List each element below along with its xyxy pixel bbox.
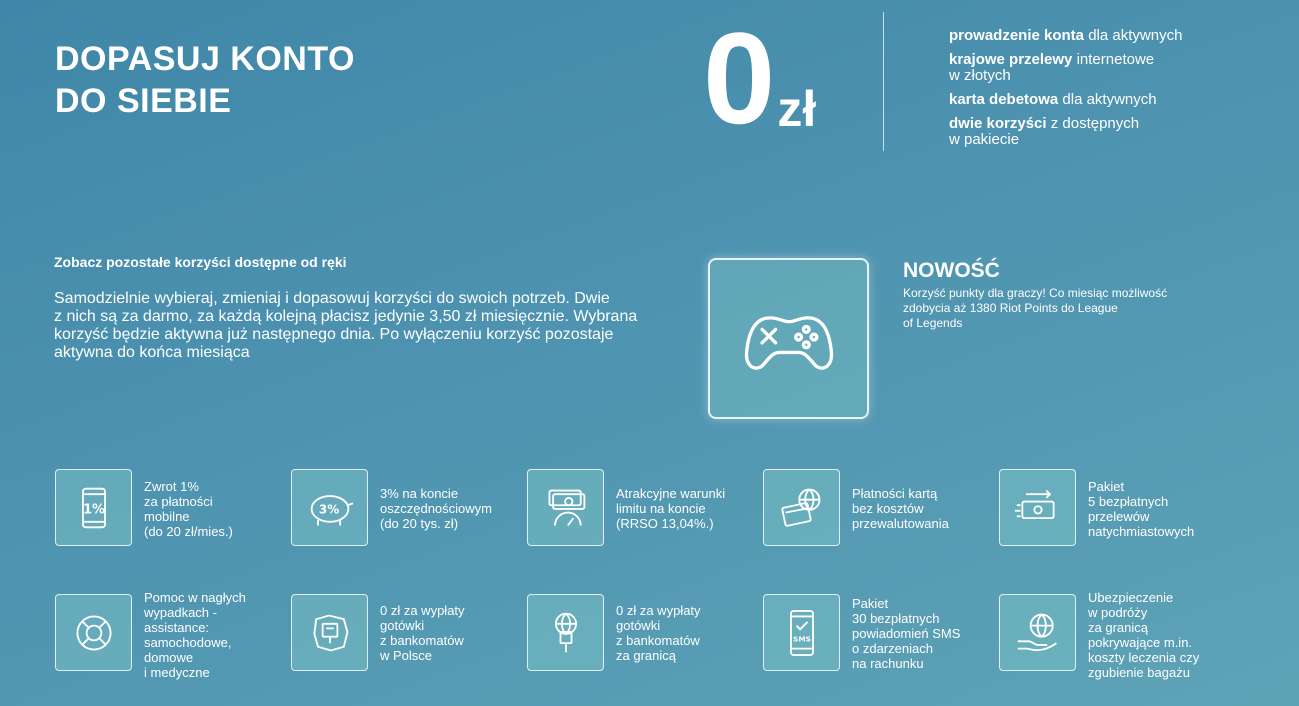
new-badge-title: NOWOŚĆ — [903, 259, 1000, 282]
svg-text:3%: 3% — [318, 502, 339, 517]
title-line-1: DOPASUJ KONTO — [55, 40, 355, 78]
benefit-line: Atrakcyjne warunki — [616, 486, 726, 501]
feature-rest: z dostępnych — [1050, 115, 1140, 132]
benefit-line: w podróży — [1088, 605, 1148, 620]
card-globe-icon — [778, 485, 826, 531]
benefit-line: (RRSO 13,04%.) — [616, 516, 714, 531]
benefit-line: 3% na koncie — [380, 486, 459, 501]
benefit-line: wypadkach - — [144, 605, 217, 620]
benefit-assistance[interactable] — [55, 590, 295, 680]
benefit-icon-box — [55, 594, 132, 671]
benefit-icon-box — [291, 594, 368, 671]
gamepad-icon — [741, 291, 837, 387]
benefit-sms-notifications[interactable] — [763, 594, 1003, 674]
benefit-text — [380, 486, 492, 531]
piggy-bank-icon — [305, 485, 355, 531]
benefit-line: gotówki — [380, 618, 425, 633]
intro-line: korzyść będzie aktywna już następnego dnia. Po wyłączeniu korzyść pozostaje — [54, 326, 614, 343]
benefit-line: Ubezpieczenie — [1088, 590, 1174, 605]
benefit-line: na rachunku — [852, 656, 924, 671]
new-feature-line: zdobycia aż 1380 Riot Points do League — [903, 301, 1118, 315]
atm-poland-icon — [307, 610, 353, 656]
benefit-line: 5 bezpłatnych — [1088, 494, 1169, 509]
feature-item — [949, 28, 1182, 44]
feature-item — [949, 116, 1182, 148]
benefit-instant-transfers[interactable] — [999, 469, 1239, 549]
new-feature-text — [903, 286, 1203, 331]
title-line-2: DO SIEBIE — [55, 82, 232, 120]
benefit-line: koszty leczenia czy — [1088, 650, 1200, 665]
price-value: 0 — [703, 5, 772, 151]
benefit-text — [1088, 590, 1199, 680]
gamer-benefit-tile[interactable] — [708, 258, 869, 419]
benefit-line: Zwrot 1% — [144, 479, 199, 494]
benefit-icon-box — [763, 469, 840, 546]
feature-rest: dla aktywnych — [1062, 91, 1157, 108]
benefit-line: z bankomatów — [380, 633, 464, 648]
svg-text:SMS: SMS — [792, 633, 811, 643]
benefit-line: zgubienie bagażu — [1088, 665, 1190, 680]
benefit-line: pokrywające m.in. — [1088, 635, 1193, 650]
feature-list — [949, 28, 1182, 156]
intro-text — [54, 290, 654, 362]
benefit-line: Pakiet — [1088, 479, 1125, 494]
benefit-travel-insurance[interactable] — [999, 590, 1239, 680]
benefit-line: Pakiet — [852, 596, 889, 611]
benefit-mobile-cashback[interactable] — [55, 469, 295, 549]
benefit-icon-box — [527, 469, 604, 546]
benefit-line: z bankomatów — [616, 633, 700, 648]
lifebuoy-icon — [71, 610, 117, 656]
intro-line: aktywna do końca miesiąca — [54, 344, 250, 361]
benefit-line: Płatności kartą — [852, 486, 938, 501]
feature-rest: dla aktywnych — [1088, 27, 1183, 44]
benefit-line: oszczędnościowym — [380, 501, 492, 516]
benefit-line: bez kosztów — [852, 501, 924, 516]
benefit-card-no-fx[interactable] — [763, 469, 1003, 549]
benefit-line: (do 20 tys. zł) — [380, 516, 459, 531]
benefit-line: (do 20 zł/mies.) — [144, 524, 233, 539]
intro-line: Samodzielnie wybieraj, zmieniaj i dopasowuj korzyści do swoich potrzeb. Dwie — [54, 290, 610, 307]
fast-transfer-icon — [1013, 485, 1063, 531]
price-display — [703, 5, 817, 151]
benefit-line: gotówki — [616, 618, 661, 633]
benefit-line: 30 bezpłatnych — [852, 611, 940, 626]
feature-line2: w złotych — [949, 67, 1011, 84]
benefit-line: w Polsce — [380, 648, 433, 663]
benefit-line: domowe — [144, 650, 194, 665]
benefit-line: za granicą — [1088, 620, 1148, 635]
benefit-overdraft-limit[interactable] — [527, 469, 767, 549]
new-feature-line: Korzyść punkty dla graczy! Co miesiąc możliwość — [903, 286, 1168, 300]
benefit-text — [144, 479, 233, 539]
benefit-savings-account[interactable] — [291, 469, 531, 549]
new-feature-line: of Legends — [903, 316, 963, 330]
benefit-text — [1088, 479, 1194, 539]
page-title — [55, 38, 355, 122]
benefit-line: limitu na koncie — [616, 501, 706, 516]
benefit-text — [380, 603, 465, 663]
benefit-line: assistance: — [144, 620, 210, 635]
benefit-line: za płatności — [144, 494, 213, 509]
benefit-icon-box — [999, 469, 1076, 546]
feature-bold: karta debetowa — [949, 91, 1059, 108]
benefit-icon-box — [999, 594, 1076, 671]
benefit-line: powiadomień SMS — [852, 626, 961, 641]
feature-item — [949, 52, 1182, 84]
feature-line2: w pakiecie — [949, 131, 1020, 148]
feature-bold: prowadzenie konta — [949, 27, 1085, 44]
benefit-line: przewalutowania — [852, 516, 949, 531]
globe-hand-icon — [1014, 610, 1062, 656]
feature-bold: dwie korzyści — [949, 115, 1047, 132]
benefit-line: natychmiastowych — [1088, 524, 1195, 539]
benefit-text — [616, 603, 701, 663]
feature-rest: internetowe — [1076, 51, 1155, 68]
price-currency: zł — [777, 81, 817, 137]
svg-text:1%: 1% — [82, 502, 105, 518]
benefit-line: mobilne — [144, 509, 190, 524]
benefit-line: Pomoc w nagłych — [144, 590, 246, 605]
phone-percent-icon — [71, 485, 117, 531]
benefit-text — [852, 486, 949, 531]
benefit-icon-box — [527, 594, 604, 671]
benefit-line: za granicą — [616, 648, 676, 663]
feature-bold: krajowe przelewy — [949, 51, 1073, 68]
benefit-icon-box — [763, 594, 840, 671]
benefit-line: samochodowe, — [144, 635, 232, 650]
money-gauge-icon — [542, 485, 590, 531]
sms-phone-icon — [779, 608, 825, 658]
intro-line: z nich są za darmo, za każdą kolejną płacisz jedynie 3,50 zł miesięcznie. Wybrana — [54, 308, 638, 325]
feature-item — [949, 92, 1182, 108]
benefit-text — [616, 486, 725, 531]
benefit-atm-abroad[interactable] — [527, 594, 767, 674]
benefit-line: i medyczne — [144, 665, 210, 680]
benefit-line: 0 zł za wypłaty — [380, 603, 465, 618]
benefit-atm-poland[interactable] — [291, 594, 531, 674]
benefit-text — [144, 590, 246, 680]
atm-globe-icon — [543, 610, 589, 656]
benefit-line: 0 zł za wypłaty — [616, 603, 701, 618]
benefit-icon-box — [55, 469, 132, 546]
benefit-text — [852, 596, 960, 671]
benefit-line: przelewów — [1088, 509, 1150, 524]
benefit-line: o zdarzeniach — [852, 641, 933, 656]
intro-heading: Zobacz pozostałe korzyści dostępne od ręki — [54, 254, 347, 270]
divider — [883, 12, 884, 151]
benefit-icon-box — [291, 469, 368, 546]
